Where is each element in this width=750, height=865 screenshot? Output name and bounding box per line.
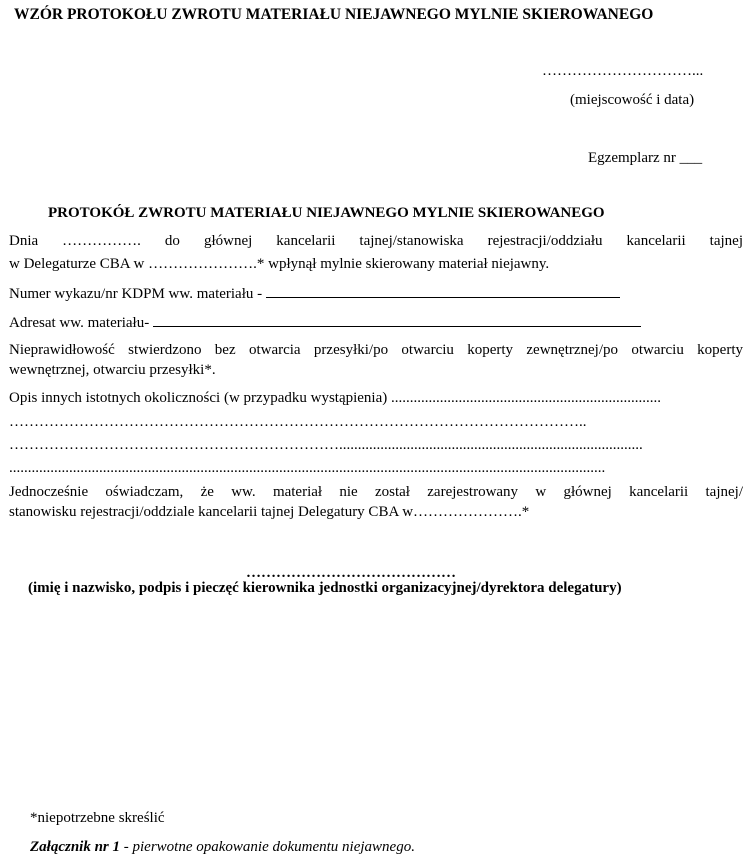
paragraph-intro-line-1: Dnia ……………. do głównej kancelarii tajnej/stanowiska rejestracji/oddziału kancelarii tajnej (9, 233, 743, 249)
declaration-line-2: stanowisku rejestracji/oddziale kancelarii tajnej Delegatury CBA w………………….* (9, 504, 530, 520)
footnote: *niepotrzebne skreślić (30, 810, 165, 826)
place-date-label: (miejscowość i data) (570, 92, 695, 108)
addressee-field[interactable] (153, 314, 641, 327)
declaration-line-1: Jednocześnie oświadczam, że ww. materiał nie został zarejestrowany w głównej kancelarii tajnej/ (9, 484, 743, 500)
dotted-line-2[interactable]: …………………………………………………………................................................................................. (9, 437, 643, 453)
dotted-line-3[interactable]: ............................................................................................................................................................... (9, 460, 606, 476)
attachment-note (30, 839, 415, 856)
paragraph-intro-line-2: w Delegaturze CBA w ………………….* wpłynął mylnie skierowany materiał niejawny. (9, 256, 550, 272)
signature-dots: …………………………………… (246, 565, 456, 581)
signature-label: (imię i nazwisko, podpis i pieczęć kierownika jednostki organizacyjnej/dyrektora delegatury) (28, 580, 622, 596)
attachment-label: Załącznik nr 1 (30, 839, 121, 855)
irregularity-line-2: wewnętrznej, otwarciu przesyłki*. (9, 362, 216, 378)
place-date-dots: …………………………... (542, 63, 704, 79)
list-number-row (9, 285, 620, 303)
protocol-title: PROTOKÓŁ ZWROTU MATERIAŁU NIEJAWNEGO MYLNIE SKIEROWANEGO (48, 205, 605, 221)
copy-number-label: Egzemplarz nr ___ (588, 150, 703, 166)
irregularity-line-1: Nieprawidłowość stwierdzono bez otwarcia przesyłki/po otwarciu koperty zewnętrznej/po otwarciu koperty (9, 342, 743, 358)
other-circumstances-label: Opis innych istotnych okoliczności (w przypadku wystąpienia) ........................................................................ (9, 390, 662, 406)
addressee-row (9, 314, 641, 332)
dotted-line-1[interactable]: …………………………………………………………………………………………………….. (9, 414, 587, 430)
addressee-label: Adresat ww. materiału- (9, 315, 150, 331)
list-number-label: Numer wykazu/nr KDPM ww. materiału - (9, 286, 263, 302)
list-number-field[interactable] (266, 285, 620, 298)
header-title: WZÓR PROTOKOŁU ZWROTU MATERIAŁU NIEJAWNEGO MYLNIE SKIEROWANEGO (14, 6, 654, 23)
attachment-text: - pierwotne opakowanie dokumentu niejawnego. (120, 839, 415, 855)
